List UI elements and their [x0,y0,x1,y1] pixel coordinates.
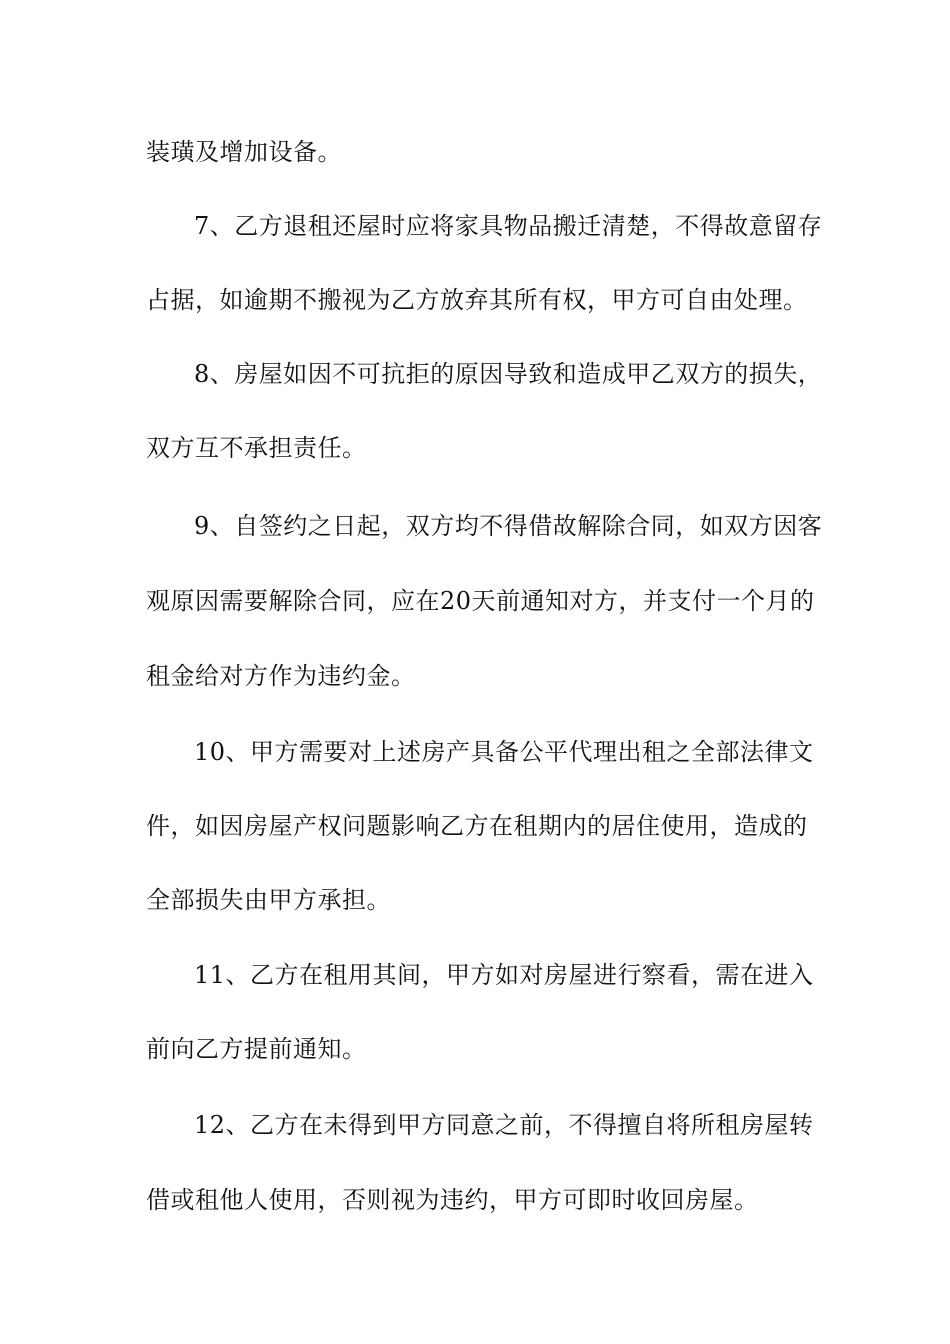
clause-12-line-2: 借或租他人使用，否则视为违约，甲方可即时收回房屋。 [146,1186,759,1214]
clause-7-line-2: 占据，如逾期不搬视为乙方放弃其所有权，甲方可自由处理。 [146,286,808,314]
clause-12-line-1: 12、乙方在未得到甲方同意之前，不得擅自将所租房屋转 [194,1111,814,1139]
clause-10-line-1: 10、甲方需要对上述房产具备公平代理出租之全部法律文 [194,738,814,766]
clause-10-line-3: 全部损失由甲方承担。 [146,886,391,914]
clause-9-line-2: 观原因需要解除合同，应在20天前通知对方，并支付一个月的 [146,587,815,615]
clause-8-line-2: 双方互不承担责任。 [146,434,367,462]
clause-10-line-2: 件，如因房屋产权问题影响乙方在租期内的居住使用，造成的 [146,812,808,840]
text-line: 装璜及增加设备。 [146,138,342,166]
clause-8-line-1: 8、房屋如因不可抗拒的原因导致和造成甲乙双方的损失， [194,360,823,388]
clause-9-line-1: 9、自签约之日起，双方均不得借故解除合同，如双方因客 [194,512,823,540]
clause-11-line-1: 11、乙方在租用其间，甲方如对房屋进行察看，需在进入 [194,961,814,989]
clause-7-line-1: 7、乙方退租还屋时应将家具物品搬迁清楚，不得故意留存 [194,212,823,240]
clause-9-line-3: 租金给对方作为违约金。 [146,662,416,690]
clause-11-line-2: 前向乙方提前通知。 [146,1035,367,1063]
